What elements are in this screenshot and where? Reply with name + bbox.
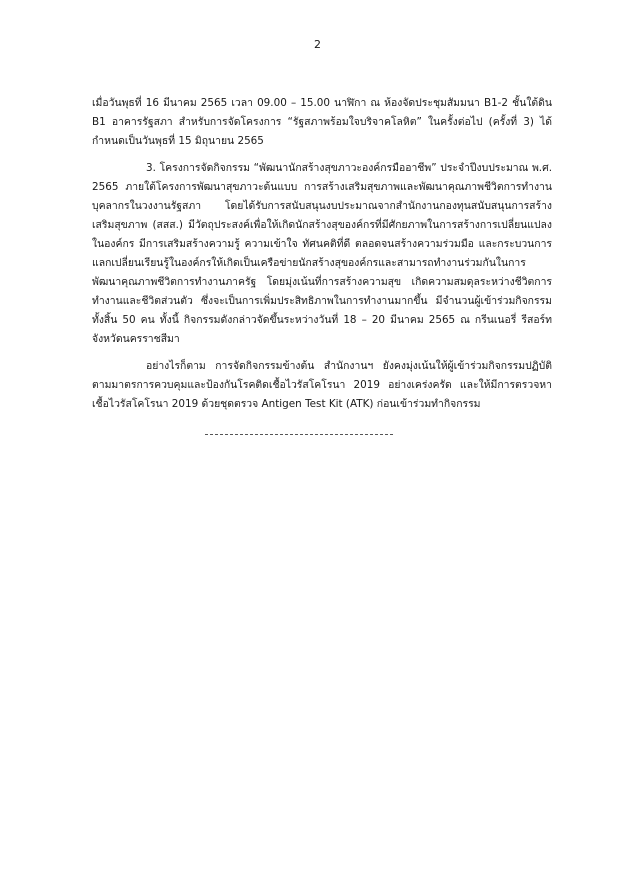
page-number: 2 [314, 38, 321, 51]
paragraph-project-3: 3. โครงการจัดกิจกรรม “พัฒนานักสร้างสุขภาวะองค์กรมืออาชีพ” ประจำปีงบประมาณ พ.ศ. 2565 ภายใต้โครงการพัฒนาสุขภาวะต้นแบบ การสร้างเสริมสุขภาพและพัฒนาคุณภาพชีวิตการทำงานบุคลากรในวงงานรัฐสภา โดยได้รับการสนับสนุนงบประมาณจากสำนักงานกองทุนสนับสนุนการสร้างเสริมสุขภาพ (สสส.) มีวัตถุประสงค์เพื่อให้เกิดนักสร้างสุของค์กรที่มีศักยภาพในการสร้างการเปลี่ยนแปลงในองค์กร มีการเสริมสร้างความรู้ ความเข้าใจ ทัศนคติที่ดี ตลอดจนสร้างความร่วมมือ และกระบวนการแลกเปลี่ยนเรียนรู้ในองค์กรให้เกิดเป็นเครือข่ายนักสร้างสุของค์กรและสามารถทำงานร่วมกันในการพัฒนาคุณภาพชีวิตการทำงานภาครัฐ โดยมุ่งเน้นที่การสร้างความสุข เกิดความสมดุลระหว่างชีวิตการทำงานและชีวิตส่วนตัว ซึ่งจะเป็นการเพิ่มประสิทธิภาพในการทำงานมากขึ้น มีจำนวนผู้เข้าร่วมกิจกรรมทั้งสิ้น 50 คน ทั้งนี้ กิจกรรมดังกล่าวจัดขึ้นระหว่างวันที่ 18 – 20 มีนาคม 2565 ณ กรีนเนอรี่ รีสอร์ท จังหวัดนครราชสีมา [92, 162, 552, 345]
end-divider [205, 434, 393, 435]
paragraph-meeting-continuation: เมื่อวันพุธที่ 16 มีนาคม 2565 เวลา 09.00 – 15.00 นาฬิกา ณ ห้องจัดประชุมสัมมนา B1-2 ชั้นใต้ดิน B1 อาคารรัฐสภา สำหรับการจัดโครงการ “รัฐสภาพร้อมใจบริจาคโลหิต” ในครั้งต่อไป (ครั้งที่ 3) ได้กำหนดเป็นวันพุธที่ 15 มิถุนายน 2565 [92, 97, 552, 147]
paragraph-covid-measures: อย่างไรก็ตาม การจัดกิจกรรมข้างต้น สำนักงานฯ ยังคงมุ่งเน้นให้ผู้เข้าร่วมกิจกรรมปฏิบัติตามมาตรการควบคุมและป้องกันโรคติดเชื้อไวรัสโคโรนา 2019 อย่างเคร่งครัด และให้มีการตรวจหาเชื้อไวรัสโคโรนา 2019 ด้วยชุดตรวจ Antigen Test Kit (ATK) ก่อนเข้าร่วมทำกิจกรรม [92, 360, 552, 410]
document-body [92, 94, 552, 422]
